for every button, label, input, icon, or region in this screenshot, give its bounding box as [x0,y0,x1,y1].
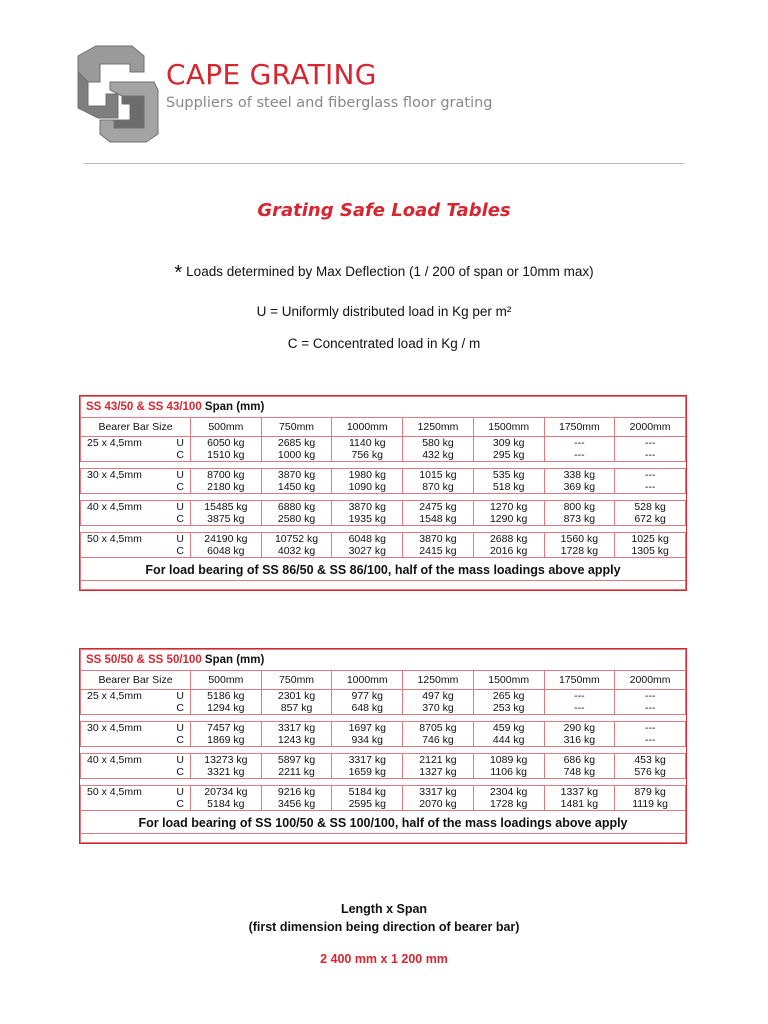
uniform-load: 20734 kg [204,786,248,798]
uniform-load: 309 kg [492,437,525,449]
row-gap [81,494,686,501]
uniform-load: 459 kg [492,722,525,734]
gap-cell [81,779,686,786]
load-cell [403,722,474,747]
concentrated-load: 1106 kg [490,766,527,778]
uniform-load: --- [644,722,656,734]
concentrated-load: 1294 kg [207,702,245,714]
table-row [81,533,686,558]
header-span: 1000mm [332,418,403,437]
uniform-load: 3870 kg [277,469,316,481]
concentrated-load: 2580 kg [277,513,316,525]
load-cell [615,754,686,779]
load-cell [191,722,262,747]
header-divider [84,163,684,164]
load-cell [403,437,474,462]
table-footnote: For load bearing of SS 100/50 & SS 100/100, half of the mass loadings above apply [81,811,686,834]
concentrated-load: 316 kg [563,734,596,746]
concentrated-load: 672 kg [634,513,666,525]
concentrated-load: 873 kg [563,513,596,525]
concentrated-load: 518 kg [492,481,525,493]
bearer-size: 30 x 4,5mm [87,722,142,734]
uniform-load: 879 kg [634,786,666,798]
uniform-load: 8705 kg [419,722,457,734]
load-cell [473,437,544,462]
load-cell [261,469,332,494]
uniform-load: 453 kg [634,754,666,766]
table-row [81,690,686,715]
load-cell [615,469,686,494]
load-cell [473,754,544,779]
header-span: 1500mm [473,418,544,437]
load-cell [615,690,686,715]
concentrated-load: 370 kg [422,702,454,714]
load-cell [191,533,262,558]
table-caption-row [81,650,686,671]
load-cell [332,786,403,811]
load-cell [332,501,403,526]
load-cell [191,469,262,494]
tail-cell [81,834,686,843]
concentrated-load: 3456 kg [277,798,316,810]
table-footnote-row [81,811,686,834]
load-cell [473,722,544,747]
uniform-load: 2475 kg [419,501,457,513]
uniform-load: 338 kg [563,469,596,481]
table-footnote: For load bearing of SS 86/50 & SS 86/100, half of the mass loadings above apply [81,558,686,581]
concentrated-load: 3321 kg [207,766,245,778]
gap-cell [81,715,686,722]
concentrated-note: C = Concentrated load in Kg / m [287,336,481,351]
bearer-size-cell [81,786,191,811]
brand-name: CAPE GRATING [166,58,377,91]
load-cell [191,437,262,462]
uniform-note: U = Uniformly distributed load in Kg per m² [256,304,512,319]
uniform-load: 3870 kg [348,501,386,513]
load-cell [473,786,544,811]
table-caption [81,397,686,418]
concentrated-load: 6048 kg [207,545,245,557]
gap-cell [81,747,686,754]
load-cell [544,469,615,494]
row-gap [81,462,686,469]
header-span: 2000mm [615,418,686,437]
load-table-2 [79,648,687,844]
uniform-load: 1270 kg [489,501,528,513]
uniform-load: --- [644,690,656,702]
concentrated-load: --- [644,734,656,746]
load-cell [473,690,544,715]
uniform-load: --- [574,690,585,702]
concentrated-load: 857 kg [280,702,313,714]
load-cell [544,501,615,526]
uniform-load: --- [574,437,585,449]
concentrated-load: 648 kg [351,702,384,714]
concentrated-load: 1450 kg [277,481,316,493]
uniform-load: 5184 kg [348,786,386,798]
uniform-load: 2301 kg [277,690,316,702]
table-footnote-row [81,558,686,581]
bearer-size-cell [81,437,191,462]
table-caption-row [81,397,686,418]
table-row [81,469,686,494]
concentrated-load: 432 kg [422,449,454,461]
concentrated-load: --- [574,702,585,714]
concentrated-load: --- [644,449,656,461]
load-cell [261,533,332,558]
load-cell [544,533,615,558]
table-header-row [81,418,686,437]
concentrated-load: 369 kg [563,481,596,493]
load-type-labels: U C [176,786,184,810]
load-table-grid [80,649,686,843]
header-span: 2000mm [615,671,686,690]
header-span: 1750mm [544,671,615,690]
concentrated-load: 2595 kg [348,798,386,810]
table-row [81,722,686,747]
concentrated-load: 253 kg [492,702,525,714]
uniform-load: 1560 kg [560,533,599,545]
concentrated-load: 1000 kg [277,449,316,461]
gap-cell [81,526,686,533]
load-cell [403,469,474,494]
load-type-labels: U C [176,469,184,493]
uniform-load: 6050 kg [207,437,245,449]
header-span: 750mm [261,418,332,437]
load-cell [615,501,686,526]
uniform-load: 2304 kg [489,786,528,798]
brand-tagline: Suppliers of steel and fiberglass floor grating [166,95,493,111]
bearer-size: 30 x 4,5mm [87,469,142,481]
tail-cell [81,581,686,590]
load-cell [615,437,686,462]
header-span: 1500mm [473,671,544,690]
concentrated-load: 5184 kg [207,798,245,810]
load-cell [544,754,615,779]
load-cell [191,690,262,715]
load-cell [473,501,544,526]
concentrated-load: 870 kg [422,481,454,493]
dimension-value: 2 400 mm x 1 200 mm [320,952,448,966]
concentrated-load: 1243 kg [277,734,316,746]
load-type-labels: U C [176,690,184,714]
concentrated-load: 2180 kg [207,481,245,493]
header-span: 1250mm [403,671,474,690]
asterisk: * [174,262,183,284]
uniform-load: 1980 kg [348,469,386,481]
header-span: 1750mm [544,418,615,437]
uniform-load: 10752 kg [274,533,319,545]
load-cell [261,690,332,715]
load-cell [615,722,686,747]
concentrated-load: 1305 kg [631,545,669,557]
bearer-size-cell [81,469,191,494]
table-tail-row [81,581,686,590]
concentrated-load: 1728 kg [489,798,528,810]
uniform-load: 497 kg [422,690,454,702]
uniform-load: 528 kg [634,501,666,513]
row-gap [81,779,686,786]
uniform-load: 686 kg [563,754,596,766]
table-row [81,501,686,526]
load-cell [261,437,332,462]
header-span: 1000mm [332,671,403,690]
row-gap [81,747,686,754]
concentrated-load: 1935 kg [348,513,386,525]
load-cell [332,469,403,494]
load-cell [191,786,262,811]
load-cell [403,786,474,811]
concentrated-load: 1869 kg [207,734,245,746]
uniform-load: 9216 kg [277,786,316,798]
uniform-load: 15485 kg [204,501,248,513]
deflection-text: Loads determined by Max Deflection (1 / 200 of span or 10mm max) [186,264,594,279]
uniform-load: 2121 kg [419,754,457,766]
load-cell [403,533,474,558]
concentrated-load: 2415 kg [419,545,457,557]
load-cell [261,722,332,747]
load-type-labels: U C [176,722,184,746]
row-gap [81,526,686,533]
uniform-load: 5897 kg [277,754,316,766]
concentrated-load: 4032 kg [277,545,316,557]
uniform-load: 1015 kg [419,469,457,481]
load-type-labels: U C [176,501,184,525]
gap-cell [81,462,686,469]
uniform-load: 3870 kg [419,533,457,545]
load-cell [191,501,262,526]
table-row [81,437,686,462]
load-cell [332,754,403,779]
concentrated-load: --- [644,702,656,714]
uniform-load: 265 kg [492,690,525,702]
uniform-load: --- [644,469,656,481]
load-cell [191,754,262,779]
load-cell [544,690,615,715]
cape-grating-logo-icon [66,42,162,146]
concentrated-load: 1510 kg [207,449,245,461]
row-gap [81,715,686,722]
bearer-size: 25 x 4,5mm [87,690,142,702]
bearer-size: 50 x 4,5mm [87,786,142,798]
table-row [81,754,686,779]
bearer-size-cell [81,722,191,747]
header-span: 500mm [191,418,262,437]
uniform-load: 580 kg [422,437,454,449]
concentrated-load: 1548 kg [419,513,457,525]
uniform-load: 3317 kg [419,786,457,798]
header-bearer: Bearer Bar Size [81,671,191,690]
uniform-load: 6880 kg [277,501,316,513]
concentrated-load: 2211 kg [278,766,315,778]
uniform-load: 800 kg [563,501,596,513]
load-table-grid [80,396,686,590]
load-cell [544,437,615,462]
uniform-load: --- [644,437,656,449]
uniform-load: 1025 kg [631,533,669,545]
deflection-note [0,262,768,285]
uniform-load: 535 kg [492,469,525,481]
bearer-size: 50 x 4,5mm [87,533,142,545]
concentrated-load: 3027 kg [348,545,386,557]
uniform-load: 5186 kg [207,690,245,702]
uniform-load: 8700 kg [207,469,245,481]
load-cell [332,690,403,715]
uniform-load: 1697 kg [348,722,386,734]
concentrated-load: 1290 kg [489,513,528,525]
load-cell [473,469,544,494]
concentrated-load: 748 kg [563,766,596,778]
bearer-size-cell [81,533,191,558]
concentrated-load: 2070 kg [419,798,457,810]
load-cell [403,754,474,779]
concentrated-load: 1659 kg [348,766,386,778]
load-cell [544,786,615,811]
uniform-load: 7457 kg [207,722,245,734]
concentrated-load: 3875 kg [207,513,245,525]
load-cell [615,786,686,811]
load-cell [261,501,332,526]
uniform-load: 24190 kg [204,533,248,545]
span-label: Span (mm) [204,654,265,666]
table-header-row [81,671,686,690]
concentrated-load: 444 kg [492,734,525,746]
uniform-load: 1089 kg [489,754,528,766]
span-label: Span (mm) [204,401,265,413]
concentrated-load: 1327 kg [419,766,457,778]
load-cell [332,437,403,462]
load-cell [473,533,544,558]
bearer-size: 40 x 4,5mm [87,501,142,513]
concentrated-load: 1728 kg [560,545,599,557]
load-table-1 [79,395,687,591]
header-span: 500mm [191,671,262,690]
uniform-load: 3317 kg [348,754,386,766]
concentrated-load: 295 kg [492,449,525,461]
uniform-load: 290 kg [563,722,596,734]
load-cell [332,722,403,747]
table-row [81,786,686,811]
concentrated-load: 2016 kg [489,545,528,557]
load-type-labels: U C [176,437,184,461]
bearer-size: 25 x 4,5mm [87,437,142,449]
header-span: 1250mm [403,418,474,437]
concentrated-load: --- [644,481,656,493]
uniform-load: 977 kg [351,690,384,702]
header-span: 750mm [261,671,332,690]
uniform-load: 1337 kg [560,786,599,798]
uniform-load: 13273 kg [204,754,248,766]
header-bearer: Bearer Bar Size [81,418,191,437]
uniform-load: 2688 kg [489,533,528,545]
load-cell [544,722,615,747]
page-title: Grating Safe Load Tables [257,200,511,221]
series-name: SS 43/50 & SS 43/100 [86,401,202,413]
concentrated-load: 1481 kg [560,798,599,810]
concentrated-load: 1090 kg [348,481,386,493]
concentrated-load: 1119 kg [632,798,669,810]
dimension-label: Length x Span [340,902,428,916]
table-tail-row [81,834,686,843]
concentrated-load: 756 kg [351,449,384,461]
bearer-size: 40 x 4,5mm [87,754,142,766]
dimension-sublabel: (first dimension being direction of bearer bar) [248,920,520,934]
load-cell [261,754,332,779]
load-cell [332,533,403,558]
table-caption [81,650,686,671]
load-cell [403,501,474,526]
uniform-load: 6048 kg [348,533,386,545]
concentrated-load: 934 kg [351,734,384,746]
gap-cell [81,494,686,501]
uniform-load: 3317 kg [277,722,316,734]
load-cell [261,786,332,811]
uniform-load: 1140 kg [348,437,386,449]
bearer-size-cell [81,501,191,526]
series-name: SS 50/50 & SS 50/100 [86,654,202,666]
concentrated-load: 576 kg [634,766,666,778]
bearer-size-cell [81,690,191,715]
uniform-load: 2685 kg [277,437,316,449]
load-type-labels: U C [176,754,184,778]
load-cell [615,533,686,558]
load-type-labels: U C [176,533,184,557]
concentrated-load: --- [574,449,585,461]
bearer-size-cell [81,754,191,779]
concentrated-load: 746 kg [422,734,454,746]
load-cell [403,690,474,715]
